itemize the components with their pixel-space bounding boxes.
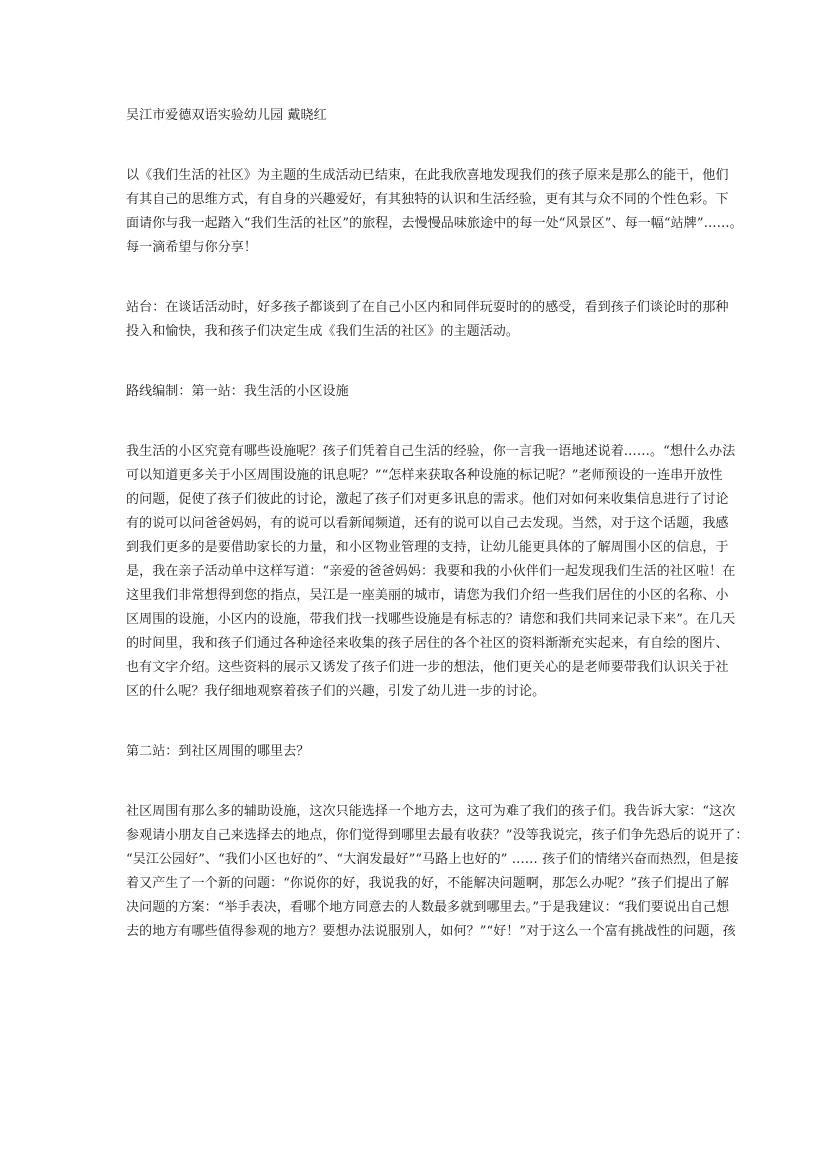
spacer	[126, 260, 702, 296]
spacer	[126, 128, 702, 164]
spacer	[126, 704, 702, 740]
paragraph-line: 我生活的小区究竟有哪些设施呢？孩子们凭着自己生活的经验，你一言我一语地述说着……。“想什么办法	[126, 444, 736, 459]
paragraph-line: 社区周围有那么多的辅助设施，这次只能选择一个地方去，这可为难了我们的孩子们。我告诉大家：“这次	[126, 804, 736, 819]
station-paragraph	[126, 296, 729, 344]
paragraph-line: 决问题的方案：“举手表决，看哪个地方同意去的人数最多就到哪里去。”于是我建议：“我们要说出自己想	[126, 900, 730, 915]
paragraph-line: 也有文字介绍。这些资料的展示又诱发了孩子们进一步的想法，他们更关心的是老师要带我们认识关于社	[126, 660, 729, 675]
paragraph-line: 区的什么呢？我仔细地观察着孩子们的兴趣，引发了幼儿进一步的讨论。	[126, 684, 546, 699]
paragraph-line: 有其自己的思维方式，有自身的兴趣爱好，有其独特的认识和生活经验，更有其与众不同的个性色彩。下	[126, 192, 729, 207]
intro-paragraph	[126, 164, 743, 260]
document-page	[126, 104, 749, 944]
stop2-paragraph	[126, 800, 749, 944]
paragraph-line: 去的地方有哪些值得参观的地方？要想办法说服别人，如何？”“好！”对于这么一个富有挑战性的问题，孩	[126, 924, 736, 939]
paragraph-line: 区周围的设施，小区内的设施，带我们找一找哪些设施是有标志的？请您和我们共同来记录下来”。在几天	[126, 612, 736, 627]
paragraph-line: 着又产生了一个新的问题：“你说你的好，我说我的好，不能解决问题啊，那怎么办呢？”孩子们提出了解	[126, 876, 729, 891]
paragraph-line: 有的说可以问爸爸妈妈，有的说可以看新闻频道，还有的说可以自己去发现。当然，对于这个话题，我感	[126, 516, 729, 531]
paragraph-line: 面请你与我一起踏入“我们生活的社区”的旅程，去慢慢品味旅途中的每一处“风景区”、每一幅“站牌”……。	[126, 216, 743, 231]
author-line: 吴江市爱德双语实验幼儿园 戴晓红	[126, 108, 327, 123]
paragraph-line: 参观请小朋友自己来选择去的地点，你们觉得到哪里去最有收获？”没等我说完，孩子们争先恐后的说开了：	[126, 828, 749, 843]
paragraph-line: 站台：在谈话活动时，好多孩子都谈到了在自己小区内和同伴玩耍时的的感受，看到孩子们谈论时的那种	[126, 300, 729, 315]
spacer	[126, 344, 702, 380]
paragraph-line: 的问题，促使了孩子们彼此的讨论，激起了孩子们对更多讯息的需求。他们对如何来收集信息进行了讨论	[126, 492, 729, 507]
spacer	[126, 404, 702, 440]
paragraph-line: 每一滴希望与你分享！	[126, 240, 258, 255]
paragraph-line: “吴江公园好”、“我们小区也好的”、“大润发最好”“马路上也好的” …… 孩子们的情绪兴奋而热烈，但是接	[126, 852, 739, 867]
paragraph-line: 到我们更多的是要借助家长的力量，和小区物业管理的支持，让幼儿能更具体的了解周围小区的信息，于	[126, 540, 729, 555]
spacer	[126, 764, 702, 800]
paragraph-line: 这里我们非常想得到您的指点，吴江是一座美丽的城市，请您为我们介绍一些我们居住的小区的名称、小	[126, 588, 729, 603]
paragraph-line: 以《我们生活的社区》为主题的生成活动已结束，在此我欣喜地发现我们的孩子原来是那么的能干，他们	[126, 168, 729, 183]
stop2-heading: 第二站：到社区周围的哪里去？	[126, 744, 310, 759]
stop1-paragraph	[126, 440, 736, 704]
paragraph-line: 的时间里，我和孩子们通过各种途径来收集的孩子居住的各个社区的资料渐渐充实起来，有自绘的图片、	[126, 636, 729, 651]
route-heading: 路线编制：第一站：我生活的小区设施	[126, 384, 349, 399]
paragraph-line: 是，我在亲子活动单中这样写道：“亲爱的爸爸妈妈：我要和我的小伙伴们一起发现我们生活的社区啦！在	[126, 564, 736, 579]
paragraph-line: 投入和愉快，我和孩子们决定生成《我们生活的社区》的主题活动。	[126, 324, 520, 339]
paragraph-line: 可以知道更多关于小区周围设施的讯息呢？”“怎样来获取各种设施的标记呢？”老师预设的一连串开放性	[126, 468, 723, 483]
